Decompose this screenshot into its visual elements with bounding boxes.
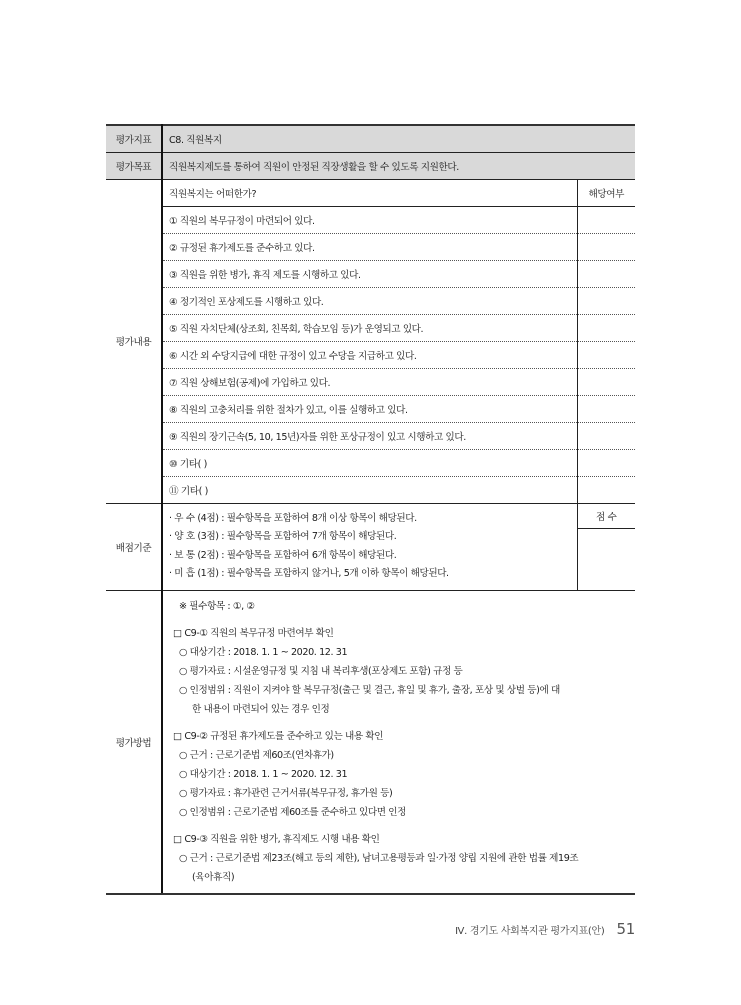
criteria-line: · 양 호 (3점) : 필수항목을 포함하여 7개 항목이 해당된다. — [169, 531, 397, 542]
section-line: ○ 근거 : 근로기준법 제23조(해고 등의 제한), 남녀고용평등과 일·가정 양립 지원에 관한 법률 제19조 — [179, 852, 579, 864]
method-label: 평가방법 — [106, 590, 162, 894]
section-line: 한 내용이 마련되어 있는 경우 인정 — [192, 703, 330, 715]
page-number: 51 — [616, 920, 635, 938]
section-line: ○ 평가자료 : 휴가관련 근거서류(복무규정, 휴가원 등) — [179, 787, 393, 799]
section-line: ○ 대상기간 : 2018. 1. 1 ~ 2020. 12. 31 — [179, 768, 348, 780]
score-cell[interactable] — [577, 528, 635, 590]
section-line: ○ 평가자료 : 시설운영규정 및 지침 내 복리후생(포상제도 포함) 규정 등 — [179, 665, 463, 677]
check-cell[interactable] — [577, 233, 635, 260]
content-item-6 — [106, 341, 635, 368]
page-footer — [455, 920, 635, 938]
list-item: ⑧ 직원의 고충처리를 위한 절차가 있고, 이를 실행하고 있다. — [162, 395, 577, 422]
list-item: ② 규정된 휴가제도를 준수하고 있다. — [162, 233, 577, 260]
check-cell[interactable] — [577, 206, 635, 233]
goal-label: 평가목표 — [106, 152, 162, 179]
check-cell[interactable] — [577, 314, 635, 341]
check-header: 해당여부 — [577, 179, 635, 206]
check-cell[interactable] — [577, 395, 635, 422]
content-item-8 — [106, 395, 635, 422]
list-item: ④ 정기적인 포상제도를 시행하고 있다. — [162, 287, 577, 314]
required-items: ※ 필수항목 : ①, ② — [179, 600, 255, 612]
check-cell[interactable] — [577, 368, 635, 395]
check-cell[interactable] — [577, 422, 635, 449]
criteria-line: · 보 통 (2점) : 필수항목을 포함하여 6개 항목이 해당된다. — [169, 549, 397, 561]
content-question: 직원복지는 어떠한가? — [162, 179, 577, 206]
list-item: ⑦ 직원 상해보험(공제)에 가입하고 있다. — [162, 368, 577, 395]
section-line: ○ 인정범위 : 근로기준법 제60조를 준수하고 있다면 인정 — [179, 806, 406, 818]
goal-value: 직원복지제도를 통하여 직원이 안정된 직장생활을 할 수 있도록 지원한다. — [162, 152, 635, 179]
check-cell[interactable] — [577, 260, 635, 287]
footer-title: Ⅳ. 경기도 사회복지관 평가지표(안) — [455, 926, 605, 937]
score-header: 점 수 — [577, 503, 635, 528]
section-line: (육아휴직) — [192, 871, 235, 883]
check-cell[interactable] — [577, 341, 635, 368]
content-item-10 — [106, 449, 635, 476]
section-title: □ C9-③ 직원을 위한 병가, 휴직제도 시행 내용 확인 — [173, 833, 380, 845]
list-item: ⑤ 직원 자치단체(상조회, 친목회, 학습모임 등)가 운영되고 있다. — [162, 314, 577, 341]
content-label: 평가내용 — [106, 179, 162, 503]
indicator-value: C8. 직원복지 — [162, 125, 635, 152]
method-row — [106, 590, 635, 894]
evaluation-table — [106, 124, 635, 895]
content-item-7 — [106, 368, 635, 395]
content-item-4 — [106, 287, 635, 314]
method-content — [162, 590, 635, 894]
section-line: ○ 근거 : 근로기준법 제60조(연차휴가) — [179, 749, 334, 761]
content-item-11 — [106, 476, 635, 503]
list-item: ③ 직원을 위한 병가, 휴직 제도를 시행하고 있다. — [162, 260, 577, 287]
check-cell[interactable] — [577, 287, 635, 314]
content-item-9 — [106, 422, 635, 449]
content-item-2 — [106, 233, 635, 260]
indicator-row — [106, 125, 635, 152]
section-line: ○ 인정범위 : 직원이 지켜야 할 복무규정(출근 및 결근, 휴일 및 휴가, 출장, 포상 및 상벌 등)에 대 — [179, 684, 560, 696]
list-item: ⑥ 시간 외 수당지급에 대한 규정이 있고 수당을 지급하고 있다. — [162, 341, 577, 368]
list-item: ⑩ 기타( ) — [162, 449, 577, 476]
content-item-3 — [106, 260, 635, 287]
content-item-5 — [106, 314, 635, 341]
list-item: ⑨ 직원의 장기근속(5, 10, 15년)자를 위한 포상규정이 있고 시행하고 있다. — [162, 422, 577, 449]
content-item-1 — [106, 206, 635, 233]
criteria-label: 배점기준 — [106, 503, 162, 590]
criteria-line: · 우 수 (4점) : 필수항목을 포함하여 8개 이상 항목이 해당된다. — [169, 512, 417, 524]
criteria-line: · 미 흡 (1점) : 필수항목을 포함하지 않거나, 5개 이하 항목이 해당된다. — [169, 568, 449, 579]
section-line: ○ 대상기간 : 2018. 1. 1 ~ 2020. 12. 31 — [179, 646, 348, 658]
criteria-row-1 — [106, 503, 635, 528]
section-title: □ C9-② 규정된 휴가제도를 준수하고 있는 내용 확인 — [173, 730, 384, 742]
content-header-row — [106, 179, 635, 206]
check-cell[interactable] — [577, 449, 635, 476]
list-item: ⑪ 기타( ) — [169, 485, 208, 497]
section-title: □ C9-① 직원의 복무규정 마련여부 확인 — [173, 627, 334, 639]
goal-row — [106, 152, 635, 179]
indicator-label: 평가지표 — [106, 125, 162, 152]
list-item: ① 직원의 복무규정이 마련되어 있다. — [162, 206, 577, 233]
check-cell[interactable] — [577, 476, 635, 503]
criteria-text — [162, 503, 577, 590]
